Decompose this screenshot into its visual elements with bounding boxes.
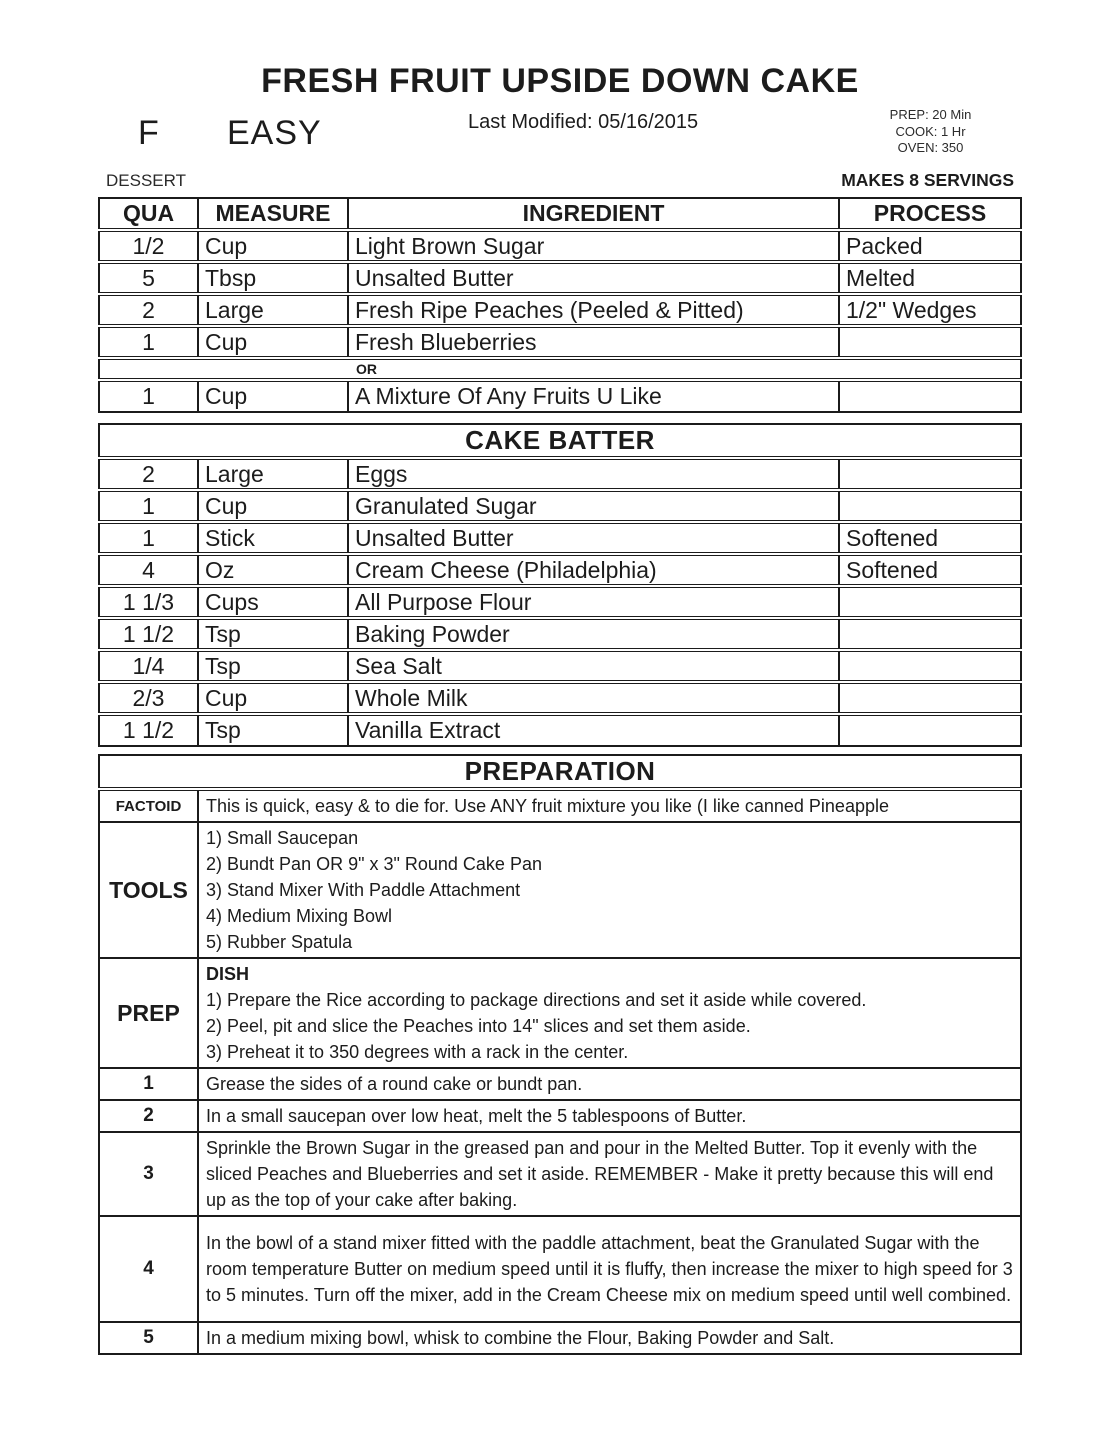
tool-line: 1) Small Saucepan <box>206 828 359 848</box>
tool-line: 5) Rubber Spatula <box>206 932 353 952</box>
measure-cell: Tsp <box>198 618 348 650</box>
table-row <box>99 586 1021 618</box>
servings-label: MAKES 8 SERVINGS <box>841 170 1014 190</box>
qty-cell: 1 <box>99 326 198 358</box>
cake-batter-title-row <box>99 424 1021 458</box>
qty-cell: 1 1/3 <box>99 586 198 618</box>
difficulty-label: EASY <box>227 114 322 152</box>
page-title: FRESH FRUIT UPSIDE DOWN CAKE <box>261 62 859 100</box>
step-number: 2 <box>99 1100 198 1132</box>
table-row <box>99 490 1021 522</box>
prep-line: 3) Preheat it to 350 degrees with a rack in the center. <box>206 1042 629 1062</box>
process-cell <box>839 326 1021 358</box>
table-row <box>99 554 1021 586</box>
header-qua: QUA <box>99 198 198 230</box>
ingredients-table <box>98 197 1022 413</box>
factoid-text: This is quick, easy & to die for. Use ANY fruit mixture you like (I like canned Pineapple <box>198 789 1021 822</box>
table-row <box>99 380 1021 412</box>
process-cell <box>839 618 1021 650</box>
table-header-row <box>99 198 1021 230</box>
qty-cell: 2 <box>99 458 198 490</box>
qty-cell: 1 1/2 <box>99 714 198 746</box>
category-letter: F <box>138 114 159 152</box>
qty-cell: 1/2 <box>99 230 198 262</box>
oven-temp: OVEN: 350 <box>897 140 964 155</box>
cake-batter-table <box>98 423 1022 747</box>
table-row <box>99 294 1021 326</box>
factoid-row <box>99 789 1021 822</box>
qty-cell: 1 1/2 <box>99 618 198 650</box>
step-number: 4 <box>99 1216 198 1322</box>
measure-cell: Oz <box>198 554 348 586</box>
measure-cell: Cup <box>198 326 348 358</box>
table-row <box>99 230 1021 262</box>
process-cell <box>839 490 1021 522</box>
header-process: PROCESS <box>839 198 1021 230</box>
ingredient-cell: Whole Milk <box>348 682 839 714</box>
qty-cell: 1 <box>99 490 198 522</box>
ingredient-cell: Sea Salt <box>348 650 839 682</box>
prep-label: PREP <box>99 958 198 1068</box>
measure-cell: Cup <box>198 490 348 522</box>
ingredient-cell: Light Brown Sugar <box>348 230 839 262</box>
tools-label: TOOLS <box>99 822 198 958</box>
measure-cell: Tbsp <box>198 262 348 294</box>
course-label: DESSERT <box>106 171 186 190</box>
or-divider-row <box>99 358 1021 380</box>
step-text: Sprinkle the Brown Sugar in the greased pan and pour in the Melted Butter. Top it evenly with the sliced Peaches and Blueberries and set it aside. REMEMBER - Make it pretty because this will end up as the top of your cake after baking. <box>198 1132 1021 1216</box>
tools-row <box>99 822 1021 958</box>
ingredient-cell: Fresh Ripe Peaches (Peeled & Pitted) <box>348 294 839 326</box>
table-row <box>99 326 1021 358</box>
measure-cell: Cup <box>198 682 348 714</box>
table-row <box>99 650 1021 682</box>
ingredient-cell: A Mixture Of Any Fruits U Like <box>348 380 839 412</box>
qty-cell: 1 <box>99 522 198 554</box>
ingredient-cell: Cream Cheese (Philadelphia) <box>348 554 839 586</box>
process-cell <box>839 380 1021 412</box>
ingredient-cell: All Purpose Flour <box>348 586 839 618</box>
preparation-title: PREPARATION <box>99 755 1021 789</box>
step-row <box>99 1068 1021 1100</box>
prep-time: PREP: 20 Min <box>889 107 972 122</box>
qty-cell: 1/4 <box>99 650 198 682</box>
measure-cell: Cup <box>198 230 348 262</box>
ingredient-cell: Granulated Sugar <box>348 490 839 522</box>
step-row <box>99 1100 1021 1132</box>
preparation-table <box>98 754 1022 1355</box>
tool-line: 2) Bundt Pan OR 9" x 3" Round Cake Pan <box>206 854 542 874</box>
qty-cell: 1 <box>99 380 198 412</box>
table-row <box>99 682 1021 714</box>
last-modified: Last Modified: 05/16/2015 <box>468 111 699 133</box>
factoid-label: FACTOID <box>99 789 198 822</box>
prep-heading: DISH <box>206 964 250 984</box>
measure-cell: Tsp <box>198 714 348 746</box>
step-number: 3 <box>99 1132 198 1216</box>
step-number: 5 <box>99 1322 198 1354</box>
cake-batter-title: CAKE BATTER <box>99 424 1021 458</box>
process-cell: Packed <box>839 230 1021 262</box>
or-label: OR <box>99 358 1021 380</box>
process-cell: 1/2" Wedges <box>839 294 1021 326</box>
ingredient-cell: Unsalted Butter <box>348 522 839 554</box>
ingredient-cell: Baking Powder <box>348 618 839 650</box>
step-number: 1 <box>99 1068 198 1100</box>
measure-cell: Cups <box>198 586 348 618</box>
table-row <box>99 618 1021 650</box>
step-text: Grease the sides of a round cake or bundt pan. <box>198 1068 1021 1100</box>
tool-line: 3) Stand Mixer With Paddle Attachment <box>206 880 521 900</box>
process-cell <box>839 458 1021 490</box>
table-row <box>99 262 1021 294</box>
ingredient-cell: Eggs <box>348 458 839 490</box>
step-text: In the bowl of a stand mixer fitted with the paddle attachment, beat the Granulated Sugar with the room temperature Butter on medium speed until it is fluffy, then increase the mixer to high speed for 3 to 5 minutes. Turn off the mixer, add in the Cream Cheese mix on medium speed until well combined. <box>198 1216 1021 1322</box>
step-row <box>99 1216 1021 1322</box>
table-row <box>99 458 1021 490</box>
header-measure: MEASURE <box>198 198 348 230</box>
ingredient-cell: Fresh Blueberries <box>348 326 839 358</box>
measure-cell: Cup <box>198 380 348 412</box>
qty-cell: 5 <box>99 262 198 294</box>
prep-line: 1) Prepare the Rice according to package directions and set it aside while covered. <box>206 990 867 1010</box>
table-row <box>99 714 1021 746</box>
table-row <box>99 522 1021 554</box>
tools-list <box>198 822 1021 958</box>
step-row <box>99 1132 1021 1216</box>
qty-cell: 2 <box>99 294 198 326</box>
measure-cell: Large <box>198 294 348 326</box>
tool-line: 4) Medium Mixing Bowl <box>206 906 393 926</box>
prep-line: 2) Peel, pit and slice the Peaches into 14" slices and set them aside. <box>206 1016 751 1036</box>
qty-cell: 4 <box>99 554 198 586</box>
prep-list <box>198 958 1021 1068</box>
process-cell: Melted <box>839 262 1021 294</box>
measure-cell: Large <box>198 458 348 490</box>
ingredient-cell: Vanilla Extract <box>348 714 839 746</box>
process-cell <box>839 586 1021 618</box>
process-cell <box>839 682 1021 714</box>
measure-cell: Tsp <box>198 650 348 682</box>
header-ingredient: INGREDIENT <box>348 198 839 230</box>
cook-time: COOK: 1 Hr <box>895 123 966 139</box>
process-cell: Softened <box>839 522 1021 554</box>
measure-cell: Stick <box>198 522 348 554</box>
qty-cell: 2/3 <box>99 682 198 714</box>
step-row <box>99 1322 1021 1354</box>
process-cell <box>839 714 1021 746</box>
step-text: In a small saucepan over low heat, melt the 5 tablespoons of Butter. <box>198 1100 1021 1132</box>
timing-block <box>858 107 1003 157</box>
step-text: In a medium mixing bowl, whisk to combine the Flour, Baking Powder and Salt. <box>198 1322 1021 1354</box>
prep-row <box>99 958 1021 1068</box>
process-cell: Softened <box>839 554 1021 586</box>
process-cell <box>839 650 1021 682</box>
preparation-title-row <box>99 755 1021 789</box>
ingredient-cell: Unsalted Butter <box>348 262 839 294</box>
